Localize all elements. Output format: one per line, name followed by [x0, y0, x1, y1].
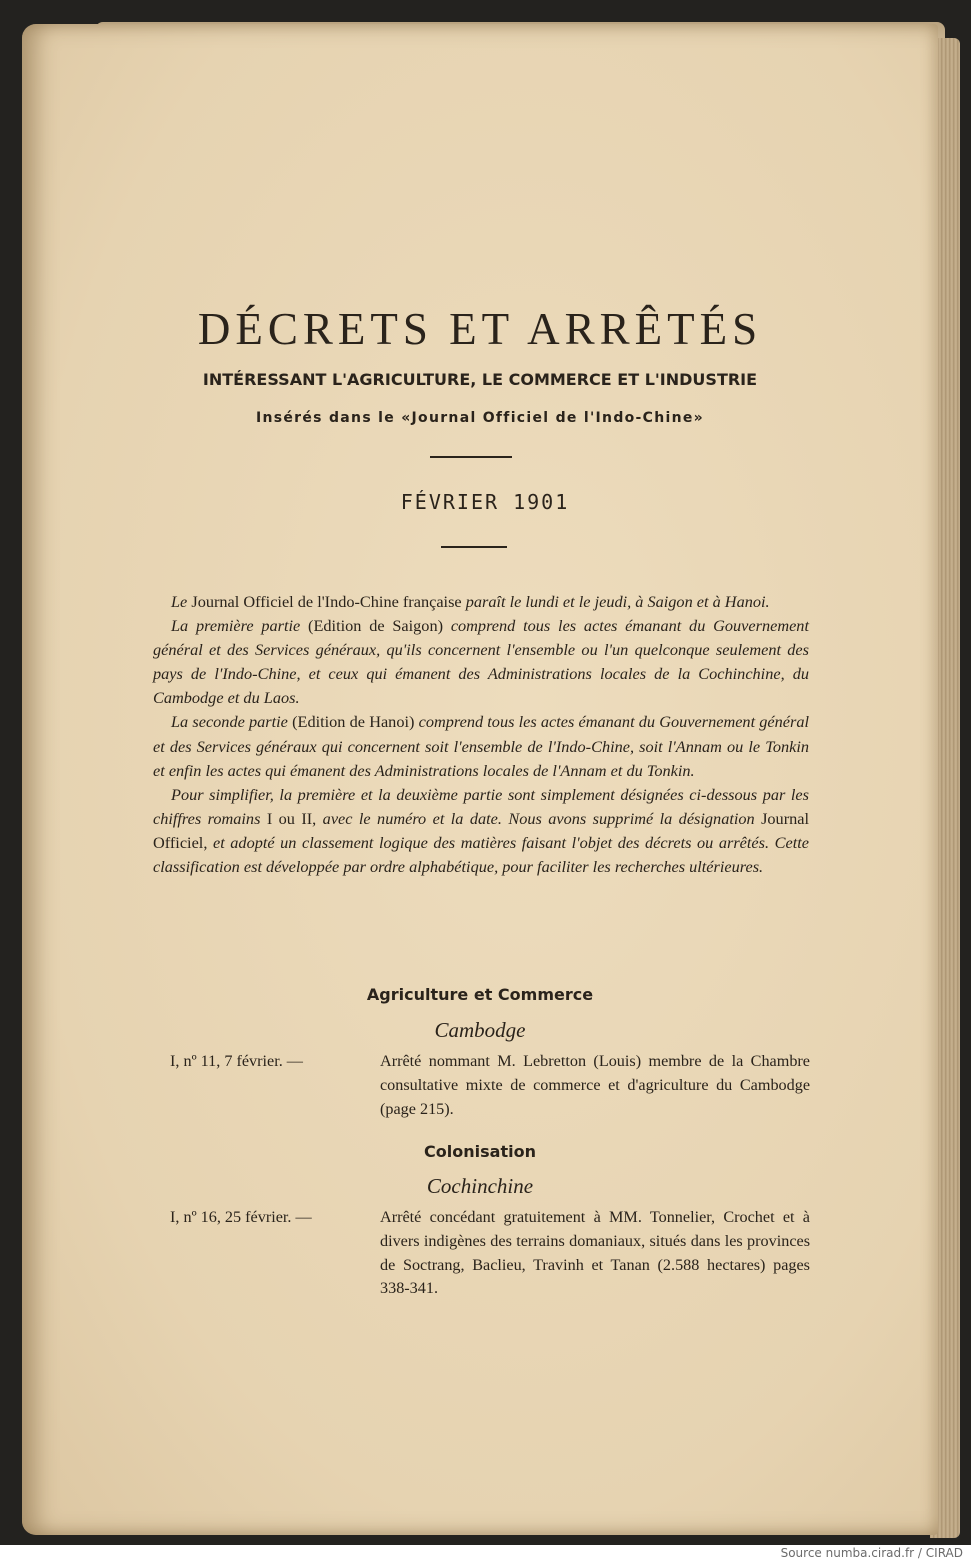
- entry-text: Arrêté nommant M. Lebretton (Louis) membre de la Chambre consultative mixte de commerce et d'agriculture du Cambodge (page 215).: [380, 1052, 810, 1118]
- month-heading: FÉVRIER 1901: [400, 490, 570, 514]
- source-credit: Source numba.cirad.fr / CIRAD: [780, 1546, 963, 1560]
- entry-reference: I, nº 16, 25 février. —: [170, 1208, 312, 1226]
- italic-run: La première partie: [171, 616, 309, 636]
- entry-reference: I, nº 11, 7 février. —: [170, 1052, 303, 1070]
- intro-paragraph: [153, 590, 809, 614]
- page-title: DÉCRETS ET ARRÊTÉS: [197, 304, 763, 354]
- intro-paragraph: [153, 614, 809, 710]
- intro-paragraph: [153, 783, 809, 879]
- subsection-title: Cambodge: [434, 1018, 526, 1042]
- section-title: Colonisation: [424, 1142, 536, 1161]
- italic-run: La seconde partie: [171, 712, 293, 732]
- roman-run: Journal Officiel,: [153, 808, 810, 852]
- divider: [441, 546, 507, 548]
- italic-run: Le: [171, 592, 192, 611]
- italic-run: comprend tous les actes émanant du Gouvernement général et des Services généraux qui concernent soit l'ensemble de l'Indo-Chine, soit l'Annam ou le Tonkin et enfin les actes qui émanent des Administrations locales de l'Annam et du Tonkin.: [153, 712, 810, 780]
- subsection-title: Cochinchine: [426, 1174, 534, 1198]
- italic-run: Pour simplifier, la première et la deuxième partie sont simplement désignées ci-dessous par les chiffres romains: [153, 784, 809, 828]
- source-line: Insérés dans le «Journal Officiel de l'Indo-Chine»: [255, 410, 705, 426]
- page-subtitle: INTÉRESSANT L'AGRICULTURE, LE COMMERCE ET L'INDUSTRIE: [202, 370, 758, 389]
- italic-run: paraît le lundi et le jeudi, à Saigon et à Hanoi.: [465, 592, 770, 611]
- entry-text: Arrêté concédant gratuitement à MM. Tonnelier, Crochet et à divers indigènes des terrains domaniaux, situés dans les provinces de Soctrang, Baclieu, Travinh et Tanan (2.588 hectares) pages 338-341.: [380, 1208, 810, 1298]
- decree-entry: [170, 1206, 820, 1301]
- divider: [430, 456, 512, 458]
- roman-run: (Edition de Hanoi): [292, 712, 419, 732]
- roman-run: Journal Officiel de l'Indo-Chine française: [191, 592, 466, 611]
- intro-paragraph: [153, 710, 809, 782]
- italic-run: et adopté un classement logique des matières faisant l'objet des décrets ou arrêtés. Cette classification est développée par ordre alphabétique, pour faciliter les recherches ultérieures.: [153, 832, 809, 877]
- intro-text: [153, 590, 809, 879]
- section-title: Agriculture et Commerce: [366, 985, 594, 1004]
- italic-run: avec le numéro et la date. Nous avons supprimé la désignation: [322, 808, 762, 828]
- italic-run: comprend tous les actes émanant du Gouvernement général et des Services généraux, qu'ils concernent l'ensemble ou l'un quelconque seulement des pays de l'Indo-Chine, et ceux qui émanent des Administrations locales de la Cochinchine, du Cambodge et du Laos.: [153, 616, 809, 708]
- roman-run: (Edition de Saigon): [308, 616, 451, 636]
- decree-entry: [170, 1050, 820, 1121]
- roman-run: I ou II,: [266, 808, 323, 828]
